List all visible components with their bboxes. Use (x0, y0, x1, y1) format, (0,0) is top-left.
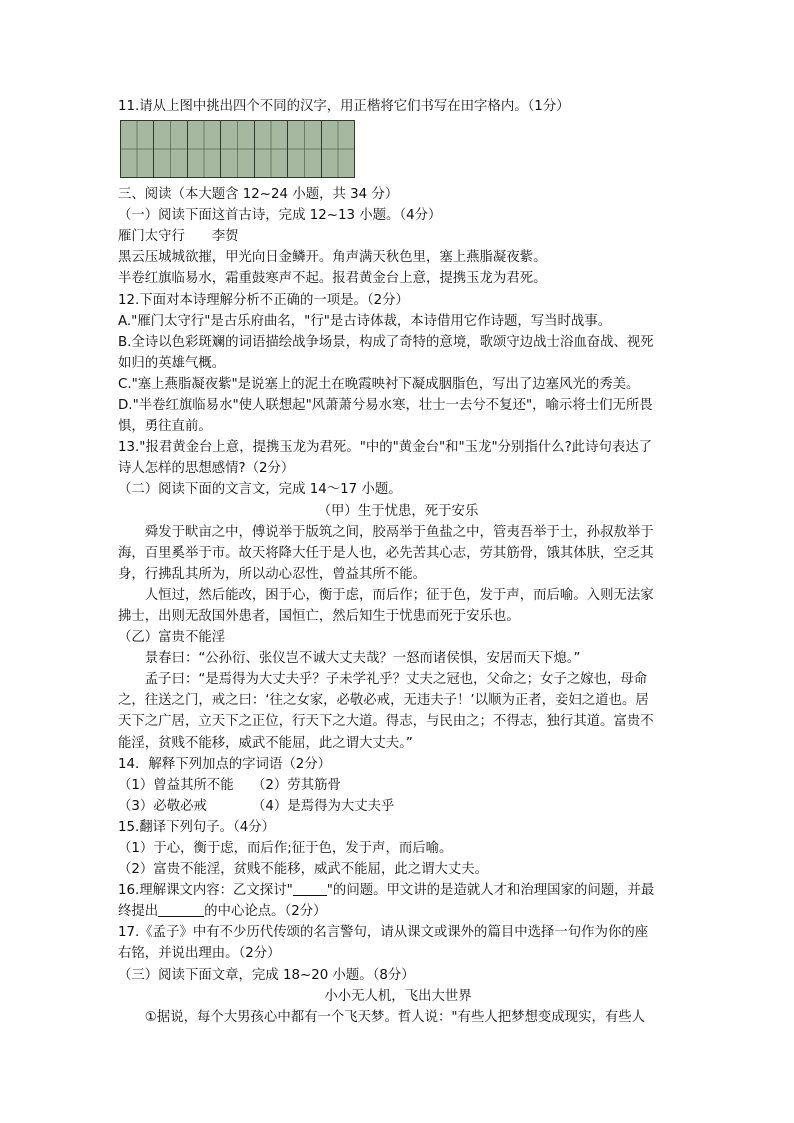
text-yi-line: 之，往送之门，戒之曰：‘往之女家，必敬必戒，无违夫子！’以顺为正者，妾妇之道也。居 (118, 693, 649, 709)
question-14-row (118, 775, 678, 796)
section-heading-reading: 三、阅读（本大题含 12~24 小题，共 34 分） (118, 187, 399, 203)
article-title: 小小无人机，飞出大世界 (324, 988, 472, 1004)
q14-item-4: （4）是焉得为大丈夫乎 (252, 798, 395, 814)
q14-item-3: （3）必敬必戒 (118, 798, 207, 814)
option-d-cont: 惧，勇往直前。 (118, 419, 212, 435)
q16-text: 终提出 (118, 904, 159, 920)
text-yi-title: （乙）富贵不能淫 (118, 630, 226, 646)
q16-blank-2[interactable] (158, 902, 204, 917)
text-yi-paragraph: 景春曰：“公孙衍、张仪岂不诚大丈夫哉？一怒而诸侯惧，安居而天下熄。” (144, 651, 581, 667)
q16-text: 16.理解课文内容：乙文探讨" (118, 883, 293, 899)
tianzige-cell[interactable] (221, 121, 254, 177)
question-11: 11.请从上图中挑出四个不同的汉字，用正楷将它们书写在田字格内。（1分） (118, 99, 570, 114)
question-14-row (118, 796, 678, 817)
q14-item-1: （1）曾益其所不能 (118, 777, 234, 793)
exam-page (118, 96, 678, 1028)
q16-text: "的问题。甲文讲的是造就人才和治理国家的问题，并最 (326, 883, 655, 899)
text-jia-line: 身，行拂乱其所为，所以动心忍性，曾益其所不能。 (118, 566, 426, 582)
text-jia-line: 拂士，出则无敌国外患者，国恒亡，然后知生于忧患而死于安乐也。 (118, 608, 520, 624)
q15-sentence-1: （1）于心，衡于虑，而后作;征于色，发于声，而后喻。 (118, 841, 453, 856)
option-c: C."塞上燕脂凝夜紫"是说塞上的泥土在晚霞映衬下凝成胭脂色，写出了边塞风光的秀美。 (118, 376, 640, 392)
tianzige-cell[interactable] (121, 121, 154, 177)
tianzige-cell[interactable] (255, 121, 288, 177)
part-2-intro: （二）阅读下面的文言文，完成 14～17 小题。 (118, 482, 402, 498)
part-1-intro: （一）阅读下面这首古诗，完成 12~13 小题。（4分） (118, 208, 442, 224)
tianzige-cell[interactable] (154, 121, 187, 177)
text-jia-line: 海，百里奚举于市。故天将降大任于是人也，必先苦其心志，劳其筋骨，饿其体肤，空乏其 (118, 545, 654, 561)
poem-line: 半卷红旗临易水，霜重鼓寒声不起。报君黄金台上意，提携玉龙为君死。 (118, 271, 547, 287)
option-a: A."雁门太守行"是古乐府曲名，"行"是古诗体裁，本诗借用它作诗题，写当时战事。 (118, 313, 612, 329)
question-14-stem: 14．解释下列加点的字词语（2分） (118, 756, 332, 772)
text-yi-paragraph: 孟子曰：“是焉得为大丈夫乎？子未学礼乎？丈夫之冠也，父命之；女子之嫁也，母命 (144, 672, 648, 688)
question-17-cont: 右铭，并说出理由。（2分） (118, 946, 281, 962)
poem-line: 黑云压城城欲摧，甲光向日金鳞开。角声满天秋色里，塞上燕脂凝夜紫。 (118, 250, 547, 266)
article-paragraph: ①据说，每个大男孩心中都有一个飞天梦。哲人说："有些人把梦想变成现实，有些人 (144, 1009, 646, 1025)
option-d: D."半卷红旗临易水"使人联想起"风萧萧兮易水寒，壮士一去兮不复还"，喻示将士们无所畏 (118, 398, 653, 414)
question-12-stem: 12.下面对本诗理解分析不正确的一项是。（2分） (118, 292, 409, 308)
question-16 (118, 880, 678, 901)
text-jia-paragraph: 人恒过，然后能改，困于心，衡于虑，而后作；征于色，发于声，而后喻。入则无法家 (144, 587, 654, 603)
text-jia-paragraph: 舜发于畎亩之中，傅说举于版筑之间，胶鬲举于鱼盐之中，管夷吾举于士，孙叔敖举于 (144, 524, 654, 540)
q14-item-2: （2）劳其筋骨 (252, 777, 341, 793)
q16-text: 的中心论点。（2分） (204, 904, 327, 920)
option-b-cont: 如归的英雄气概。 (118, 355, 226, 371)
option-b: B.全诗以色彩斑斓的词语描绘战争场景，构成了奇特的意境，歌颂守边战士浴血奋战、视死 (118, 334, 654, 350)
question-16-cont (118, 901, 678, 922)
tianzige-cell[interactable] (322, 121, 354, 177)
q15-sentence-2: （2）富贵不能淫，贫贱不能移，威武不能屈，此之谓大丈夫。 (118, 862, 489, 878)
text-jia-title: （甲）生于忧患，死于安乐 (317, 503, 479, 519)
tianzige-cell[interactable] (188, 121, 221, 177)
question-13-cont: 诗人怎样的思想感情?（2分） (118, 461, 295, 477)
text-yi-line: 能淫，贫贱不能移，威武不能屈，此之谓大丈夫。” (118, 735, 413, 751)
tianzige-cell[interactable] (288, 121, 321, 177)
text-yi-line: 天下之广居，立天下之正位，行天下之大道。得志，与民由之；不得志，独行其道。富贵不 (118, 714, 654, 730)
question-17: 17.《孟子》中有不少历代传颂的名言警句，请从课文或课外的篇目中选择一句作为你的座 (118, 925, 649, 941)
tianzige-writing-grid[interactable] (120, 120, 355, 178)
poem-title-author: 雁门太守行 李贺 (118, 229, 239, 245)
question-13: 13."报君黄金台上意，提携玉龙为君死。"中的"黄金台"和"玉龙"分别指什么?此诗句表达了 (118, 440, 653, 456)
q16-blank-1[interactable] (293, 881, 327, 896)
part-3-intro: （三）阅读下面文章，完成 18~20 小题。（8分） (118, 967, 415, 983)
question-15-stem: 15.翻译下列句子。（4分） (118, 819, 276, 835)
